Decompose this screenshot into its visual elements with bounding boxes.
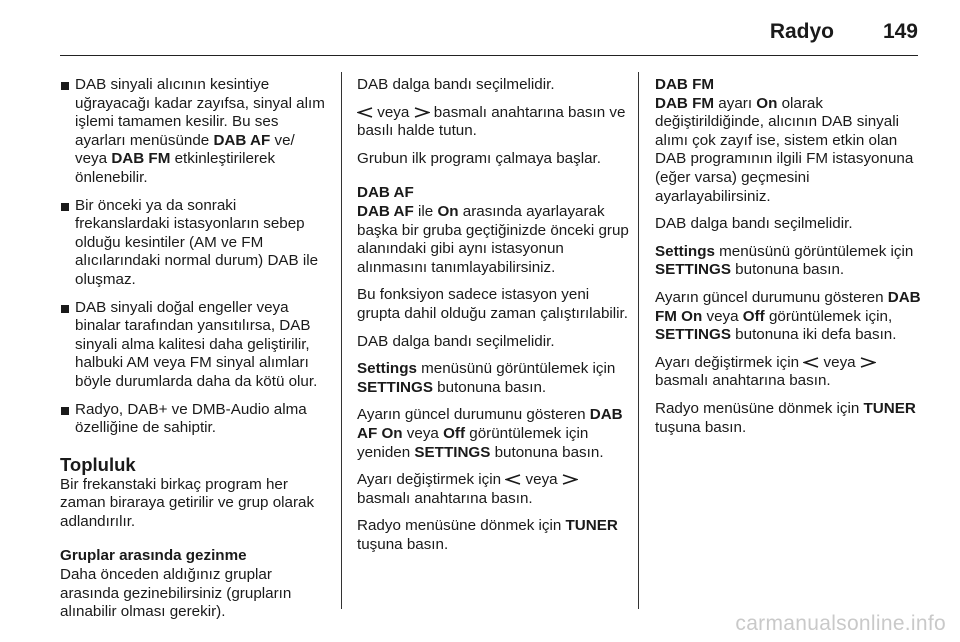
arrow-right-icon bbox=[860, 357, 876, 368]
bullet-item: DAB sinyali doğal engeller veya binalar tarafından yansıtılırsa, DAB sinyali alma kalitesi daha geliştirilir, halbuki AM veya FM sinyal alımları böyle durumlarda daha da kötü olur. bbox=[60, 299, 325, 392]
column-left bbox=[60, 76, 325, 631]
arrow-left-icon bbox=[357, 107, 373, 118]
arrow-right-icon bbox=[414, 107, 430, 118]
paragraph: Ayarın güncel durumunu gösteren DAB FM On veya Off görüntülemek için, SETTINGS butonuna iki defa basın. bbox=[655, 288, 921, 344]
arrow-right-icon bbox=[562, 474, 578, 485]
page-number: 149 bbox=[882, 20, 918, 43]
column-middle bbox=[357, 76, 635, 563]
bullet-item: Bir önceki ya da sonraki frekanslardaki istasyonların sebep olduğu kesintiler (AM ve FM alıcılarındaki normal durum) DAB ile oluşmaz. bbox=[60, 197, 325, 290]
paragraph: Grubun ilk programı çalmaya başlar. bbox=[357, 149, 601, 167]
paragraph: Ayarı değiştirmek için veya basmalı anahtarına basın. bbox=[655, 354, 923, 391]
column-divider bbox=[638, 72, 639, 609]
watermark: carmanualsonline.info bbox=[735, 612, 946, 635]
column-right bbox=[655, 76, 923, 446]
section-heading: Topluluk bbox=[60, 453, 136, 475]
paragraph: Radyo menüsüne dönmek için TUNER tuşuna basın. bbox=[655, 399, 916, 436]
paragraph: DAB dalga bandı seçilmelidir. bbox=[655, 215, 853, 233]
paragraph: Radyo menüsüne dönmek için TUNER tuşuna basın. bbox=[357, 517, 618, 553]
paragraph: Settings menüsünü görüntülemek için SETTINGS butonuna basın. bbox=[655, 242, 914, 279]
paragraph: Ayarın güncel durumunu gösteren DAB AF On veya Off görüntülemek için yeniden SETTINGS butonuna basın. bbox=[357, 406, 623, 461]
paragraph: Daha önceden aldığınız gruplar arasında gezinebilirsiniz (grupların alınabilir olması gerekir). bbox=[60, 566, 292, 621]
page-title: Radyo bbox=[769, 20, 834, 43]
subsection-heading: DAB FM bbox=[655, 76, 715, 93]
bullet-item: DAB sinyali alıcının kesintiye uğrayacağı kadar zayıfsa, sinyal alım işlemi tamamen kesilir. Bu ses ayarları menüsünde DAB AF ve/ veya DAB FM etkinleştirilerek önlenebilir. bbox=[60, 76, 325, 188]
subsection-heading: Gruplar arasında gezinme bbox=[60, 547, 247, 565]
paragraph: Settings menüsünü görüntülemek için SETTINGS butonuna basın. bbox=[357, 360, 616, 396]
subsection-heading: DAB AF bbox=[357, 184, 414, 202]
arrow-left-icon bbox=[505, 474, 521, 485]
bullet-item: Radyo, DAB+ ve DMB-Audio alma özelliğine de sahiptir. bbox=[60, 401, 325, 438]
paragraph: Bir frekanstaki birkaç program her zaman biraraya getirilir ve grup olarak adlandırılır. bbox=[60, 475, 315, 530]
paragraph: DAB AF ile On arasında ayarlayarak başka bir gruba geçtiğinizde önceki grup alanındaki gibi aynı istasyonun alınmasını tanımlayabilirsiniz. bbox=[357, 202, 629, 276]
page-header bbox=[60, 18, 918, 56]
arrow-left-icon bbox=[803, 357, 819, 368]
paragraph: DAB dalga bandı seçilmelidir. bbox=[357, 76, 555, 93]
paragraph: Bu fonksiyon sadece istasyon yeni grupta dahil olduğu zaman çalıştırılabilir. bbox=[357, 286, 628, 322]
column-divider bbox=[341, 72, 342, 609]
paragraph: DAB dalga bandı seçilmelidir. bbox=[357, 332, 555, 350]
paragraph: veya basmalı anahtarına basın ve basılı halde tutun. bbox=[357, 103, 626, 140]
paragraph: DAB FM ayarı On olarak değiştirildiğinde, alıcının DAB sinyali alımı çok zayıf ise, sistem etkin olan DAB programının ilgili FM istasyonuna (eğer varsa) geçmesini ayarlayabilirsiniz. bbox=[655, 94, 914, 205]
paragraph: Ayarı değiştirmek için veya basmalı anahtarına basın. bbox=[357, 471, 635, 508]
